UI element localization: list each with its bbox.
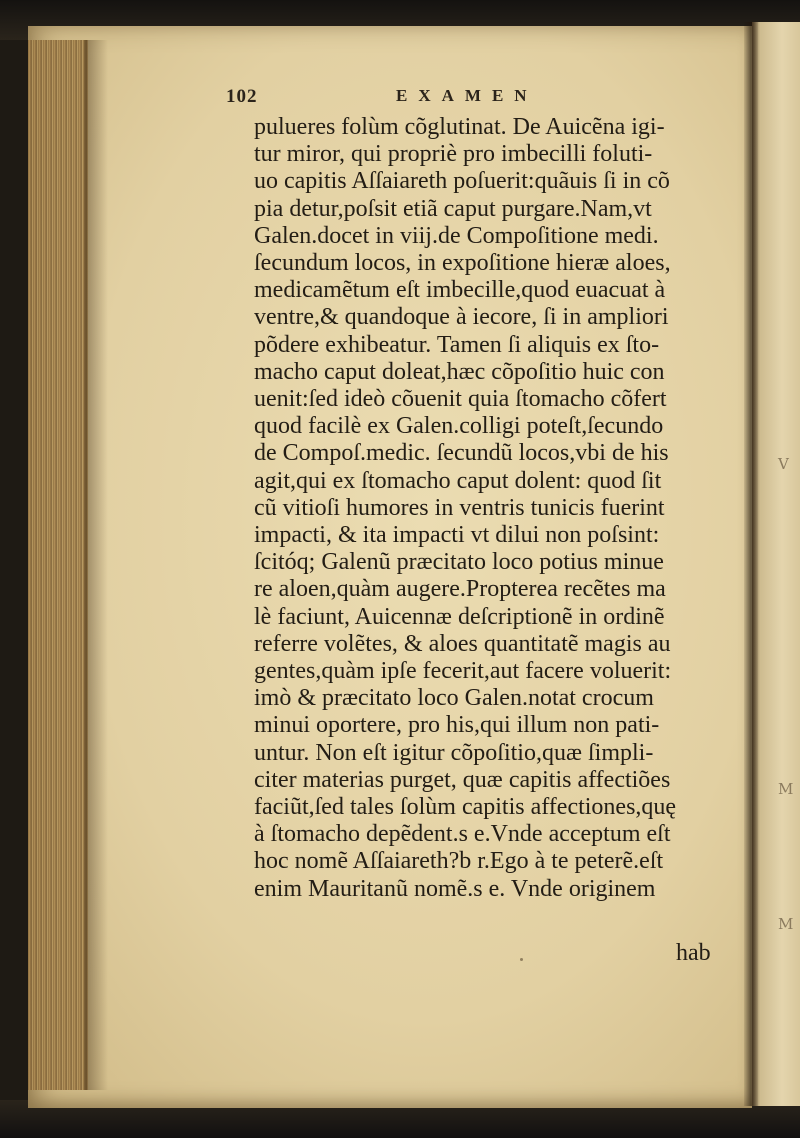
text-line: impacti, & ita impacti vt dilui non poſsint: bbox=[254, 522, 660, 549]
facing-page bbox=[752, 22, 800, 1106]
text-line: uo capitis Aſſaiareth poſuerit:quãuis ſi in cõ bbox=[254, 168, 670, 195]
page-header bbox=[226, 86, 646, 112]
text-line: referre volẽtes, & aloes quantitatẽ magis au bbox=[254, 630, 671, 657]
text-line: faciũt,ſed tales ſolùm capitis affectiones,quę bbox=[254, 794, 677, 821]
page-number: 102 bbox=[226, 86, 258, 107]
text-line: medicamẽtum eſt imbecille,quod euacuat à bbox=[254, 277, 666, 304]
page-edges bbox=[28, 40, 88, 1090]
text-line: lè faciunt, Auicennæ deſcriptionẽ in ordinẽ bbox=[254, 603, 665, 630]
text-line: untur. Non eſt igitur cõpoſitio,quæ ſimpli- bbox=[254, 739, 654, 766]
text-line: gentes,quàm ipſe fecerit,aut facere voluerit: bbox=[254, 658, 672, 685]
text-line: põdere exhibeatur. Tamen ſi aliquis ex ſto- bbox=[254, 331, 660, 358]
text-line: minui oportere, pro his,qui illum non pati- bbox=[254, 712, 660, 739]
page-edge-shadow bbox=[84, 40, 108, 1090]
text-line: agit,qui ex ſtomacho caput dolent: quod ſit bbox=[254, 467, 662, 494]
text-line: cũ vitioſi humores in ventris tunicis fuerint bbox=[254, 494, 665, 521]
catchword: hab bbox=[676, 940, 711, 966]
text-line: pulueres folùm cõglutinat. De Auicẽna igi- bbox=[254, 114, 665, 140]
book-gutter bbox=[744, 22, 758, 1106]
text-line: à ſtomacho depẽdent.s e.Vnde acceptum eſt bbox=[254, 821, 671, 848]
running-head: EXAMEN bbox=[396, 86, 538, 105]
text-line: ſcitóq; Galenũ præcitato loco potius minue bbox=[254, 549, 664, 576]
text-line: enim Mauritanũ nomẽ.s e. Vnde originem bbox=[254, 875, 656, 902]
ink-speck bbox=[520, 958, 523, 961]
text-line: re aloen,quàm augere.Propterea recẽtes ma bbox=[254, 576, 666, 603]
text-line: de Compoſ.medic. ſecundũ locos,vbi de his bbox=[254, 440, 669, 467]
facing-page-mark: M bbox=[778, 915, 794, 933]
body-text bbox=[254, 114, 724, 903]
facing-page-mark: M bbox=[778, 780, 794, 798]
text-line: pia detur,poſsit etiã caput purgare.Nam,vt bbox=[254, 195, 652, 222]
text-line: ventre,& quandoque à iecore, ſi in ampliori bbox=[254, 304, 669, 331]
text-line: imò & præcitato loco Galen.notat crocum bbox=[254, 685, 654, 712]
text-line: Galen.docet in viij.de Compoſitione medi. bbox=[254, 222, 659, 249]
text-line: tur miror, qui propriè pro imbecilli foluti- bbox=[254, 141, 653, 168]
text-line: ſecundum locos, in expoſitione hieræ aloes, bbox=[254, 250, 671, 277]
text-line: uenit:ſed ideò cõuenit quia ſtomacho cõfert bbox=[254, 386, 667, 413]
facing-page-mark: V bbox=[778, 455, 789, 473]
text-line: hoc nomẽ Aſſaiareth?b r.Ego à te peterẽ.eſt bbox=[254, 848, 664, 875]
text-line: quod facilè ex Galen.colligi poteſt,ſecundo bbox=[254, 413, 664, 440]
text-line: citer materias purget, quæ capitis affectiões bbox=[254, 766, 671, 793]
text-line: macho caput doleat,hæc cõpoſitio huic con bbox=[254, 358, 665, 385]
